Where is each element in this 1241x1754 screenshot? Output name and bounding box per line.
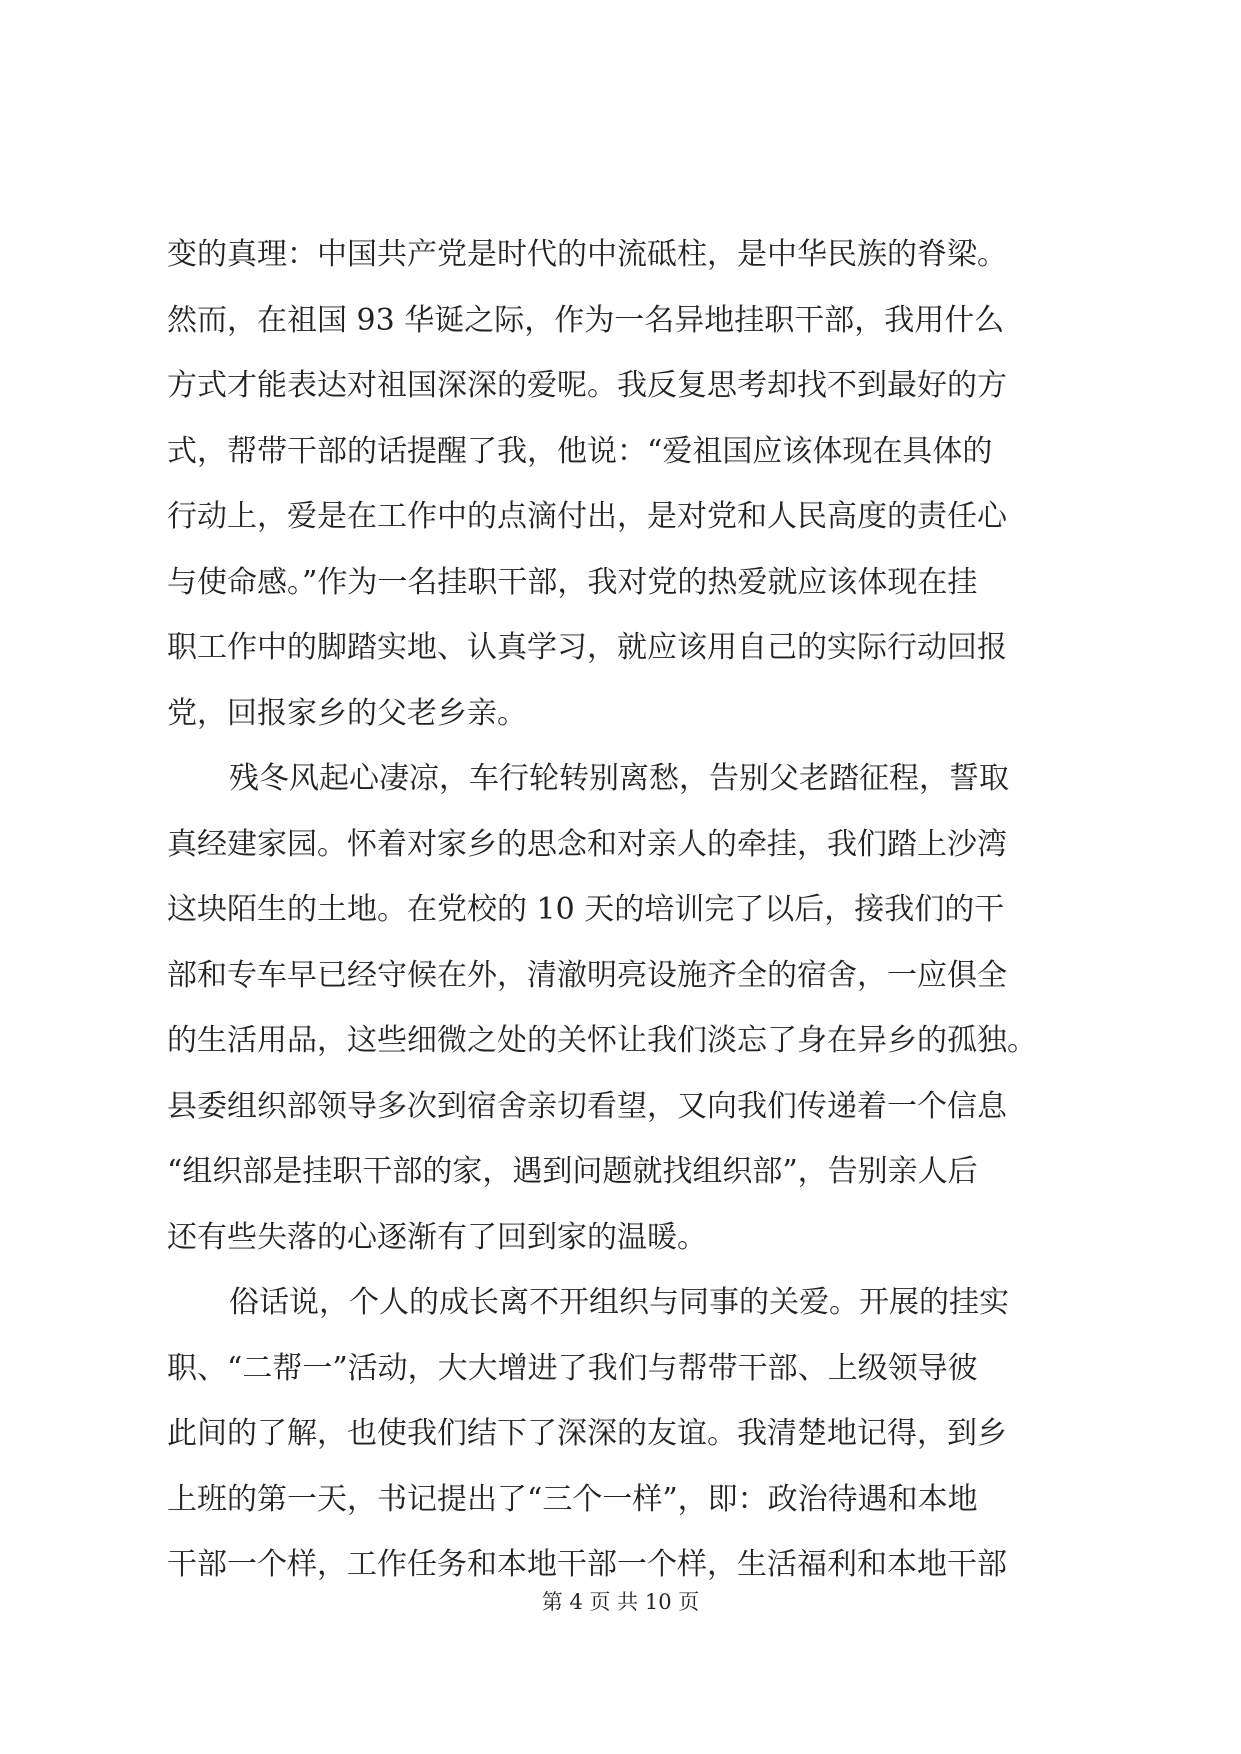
text-line: 职、“二帮一”活动，大大增进了我们与帮带干部、上级领导彼 — [167, 1350, 978, 1386]
paragraph-2 — [167, 746, 1087, 1270]
text-line: 这块陌生的土地。在党校的 10 天的培训完了以后，接我们的干 — [167, 892, 1005, 927]
text-line: 然而，在祖国 93 华诞之际，作为一名异地挂职干部，我用什么 — [167, 302, 1005, 338]
paragraph-1 — [167, 222, 1087, 746]
text-line: 残冬风起心凄凉，车行轮转别离愁，告别父老踏征程，誓取 — [229, 761, 1009, 796]
paragraph-3 — [167, 1270, 1087, 1598]
text-line: 行动上，爱是在工作中的点滴付出，是对党和人民高度的责任心 — [167, 499, 1007, 534]
text-line: 方式才能表达对祖国深深的爱呢。我反复思考却找不到最好的方 — [167, 368, 1007, 403]
text-line: 干部一个样，工作任务和本地干部一个样，生活福利和本地干部 — [167, 1547, 1007, 1582]
text-line: 的生活用品，这些细微之处的关怀让我们淡忘了身在异乡的孤独。 — [167, 1023, 1037, 1058]
text-line: 党，回报家乡的父老乡亲。 — [167, 695, 527, 731]
page-number-footer: 第 4 页 共 10 页 — [541, 1590, 700, 1614]
text-line: 俗话说，个人的成长离不开组织与同事的关爱。开展的挂实 — [229, 1285, 1009, 1320]
text-line: 变的真理：中国共产党是时代的中流砥柱，是中华民族的脊梁。 — [167, 237, 1007, 272]
text-line: 县委组织部领导多次到宿舍亲切看望，又向我们传递着一个信息 — [167, 1088, 1007, 1124]
text-line: 上班的第一天，书记提出了“三个一样”，即：政治待遇和本地 — [167, 1481, 978, 1517]
text-line: 还有些失落的心逐渐有了回到家的温暖。 — [167, 1219, 707, 1255]
text-line: 与使命感。”作为一名挂职干部，我对党的热爱就应该体现在挂 — [167, 564, 978, 600]
text-line: 真经建家园。怀着对家乡的思念和对亲人的牵挂，我们踏上沙湾 — [167, 826, 1007, 862]
text-line: “组织部是挂职干部的家，遇到问题就找组织部”，告别亲人后 — [167, 1154, 978, 1189]
text-line: 此间的了解，也使我们结下了深深的友谊。我清楚地记得，到乡 — [167, 1416, 1007, 1451]
text-line: 职工作中的脚踏实地、认真学习，就应该用自己的实际行动回报 — [167, 630, 1007, 665]
text-line: 式，帮带干部的话提醒了我，他说：“爱祖国应该体现在具体的 — [167, 433, 993, 469]
text-line: 部和专车早已经守候在外，清澈明亮设施齐全的宿舍，一应俱全 — [167, 957, 1007, 993]
document-body — [167, 222, 1087, 1598]
